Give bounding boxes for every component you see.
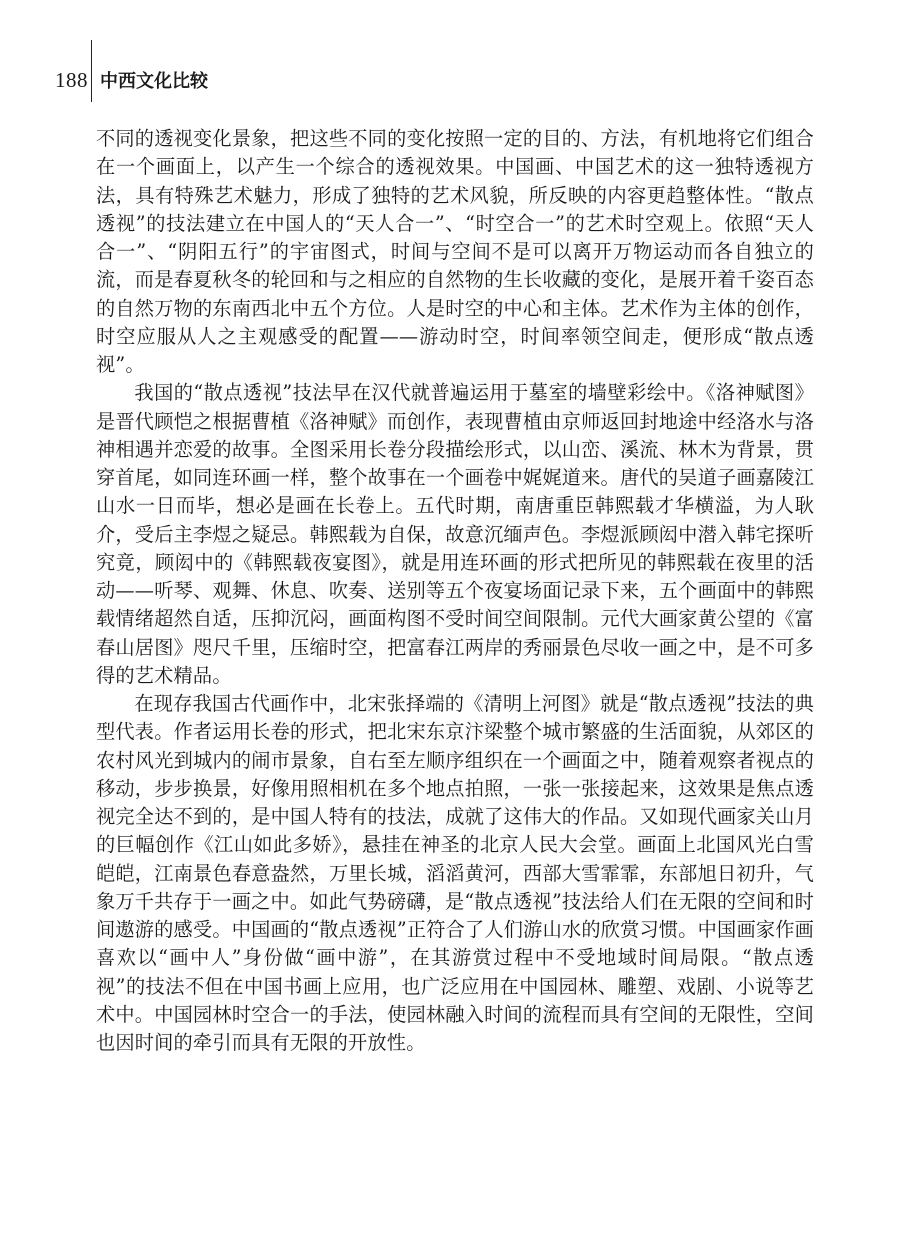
paragraph-continued: 不同的透视变化景象，把这些不同的变化按照一定的目的、方法，有机地将它们组合在一个画面上，以产生一个综合的透视效果。中国画、中国艺术的这一独特透视方法，具有特殊艺术魅力，形成了独特的艺术风貌，所反映的内容更趋整体性。“散点透视”的技法建立在中国人的“天人合一”、“时空合一”的艺术时空观上。依照“天人合一”、“阴阳五行”的宇宙图式，时间与空间不是可以离开万物运动而各自独立的流，而是春夏秋冬的轮回和与之相应的自然物的生长收藏的变化，是展开着千姿百态的自然万物的东南西北中五个方位。人是时空的中心和主体。艺术作为主体的创作，时空应服从人之主观感受的配置——游动时空，时间率领空间走，便形成“散点透视”。 — [96, 127, 814, 376]
page-number: 188 — [55, 67, 88, 92]
paragraph-qingming-scroll: 在现存我国古代画作中，北宋张择端的《清明上河图》就是“散点透视”技法的典型代表。作者运用长卷的形式，把北宋东京汴梁整个城市繁盛的生活面貌，从郊区的农村风光到城内的闹市景象，自右至左顺序组织在一个画面之中，随着观察者视点的移动，步步换景，好像用照相机在多个地点拍照，一张一张接起来，这效果是焦点透视完全达不到的，是中国人特有的技法，成就了这伟大的作品。又如现代画家关山月的巨幅创作《江山如此多娇》，悬挂在神圣的北京人民大会堂。画面上北国风光白雪皑皑，江南景色春意盎然，万里长城，滔滔黄河，西部大雪霏霏，东部旭日初升，气象万千共存于一画之中。如此气势磅礴，是“散点透视”技法给人们在无限的空间和时间遨游的感受。中国画的“散点透视”正符合了人们游山水的欣赏习惯。中国画家作画喜欢以“画中人”身份做“画中游”，在其游赏过程中不受地域时间局限。“散点透视”的技法不但在中国书画上应用，也广泛应用在中国园林、雕塑、戏剧、小说等艺术中。中国园林时空合一的手法，使园林融入时间的流程而具有空间的无限性，空间也因时间的牵引而具有无限的开放性。 — [96, 692, 814, 1054]
page-header — [55, 62, 208, 98]
body-text — [96, 125, 814, 1057]
paragraph-han-dynasty-examples: 我国的“散点透视”技法早在汉代就普遍运用于墓室的墙壁彩绘中。《洛神赋图》是晋代顾恺之根据曹植《洛神赋》而创作，表现曹植由京师返回封地途中经洛水与洛神相遇并恋爱的故事。全图采用长卷分段描绘形式，以山峦、溪流、林木为背景，贯穿首尾，如同连环画一样，整个故事在一个画卷中娓娓道来。唐代的吴道子画嘉陵江山水一日而毕，想必是画在长卷上。五代时期，南唐重臣韩熙载才华横溢，为人耿介，受后主李煜之疑忌。韩熙载为自保，故意沉缅声色。李煜派顾闳中潜入韩宅探听究竟，顾闳中的《韩熙载夜宴图》，就是用连环画的形式把所见的韩熙载在夜里的活动——听琴、观舞、休息、吹奏、送别等五个夜宴场面记录下来，五个画面中的韩熙载情绪超然自适，压抑沉闷，画面构图不受时间空间限制。元代大画家黄公望的《富春山居图》咫尺千里，压缩时空，把富春江两岸的秀丽景色尽收一画之中，是不可多得的艺术精品。 — [96, 381, 814, 687]
running-title: 中西文化比较 — [100, 71, 208, 92]
